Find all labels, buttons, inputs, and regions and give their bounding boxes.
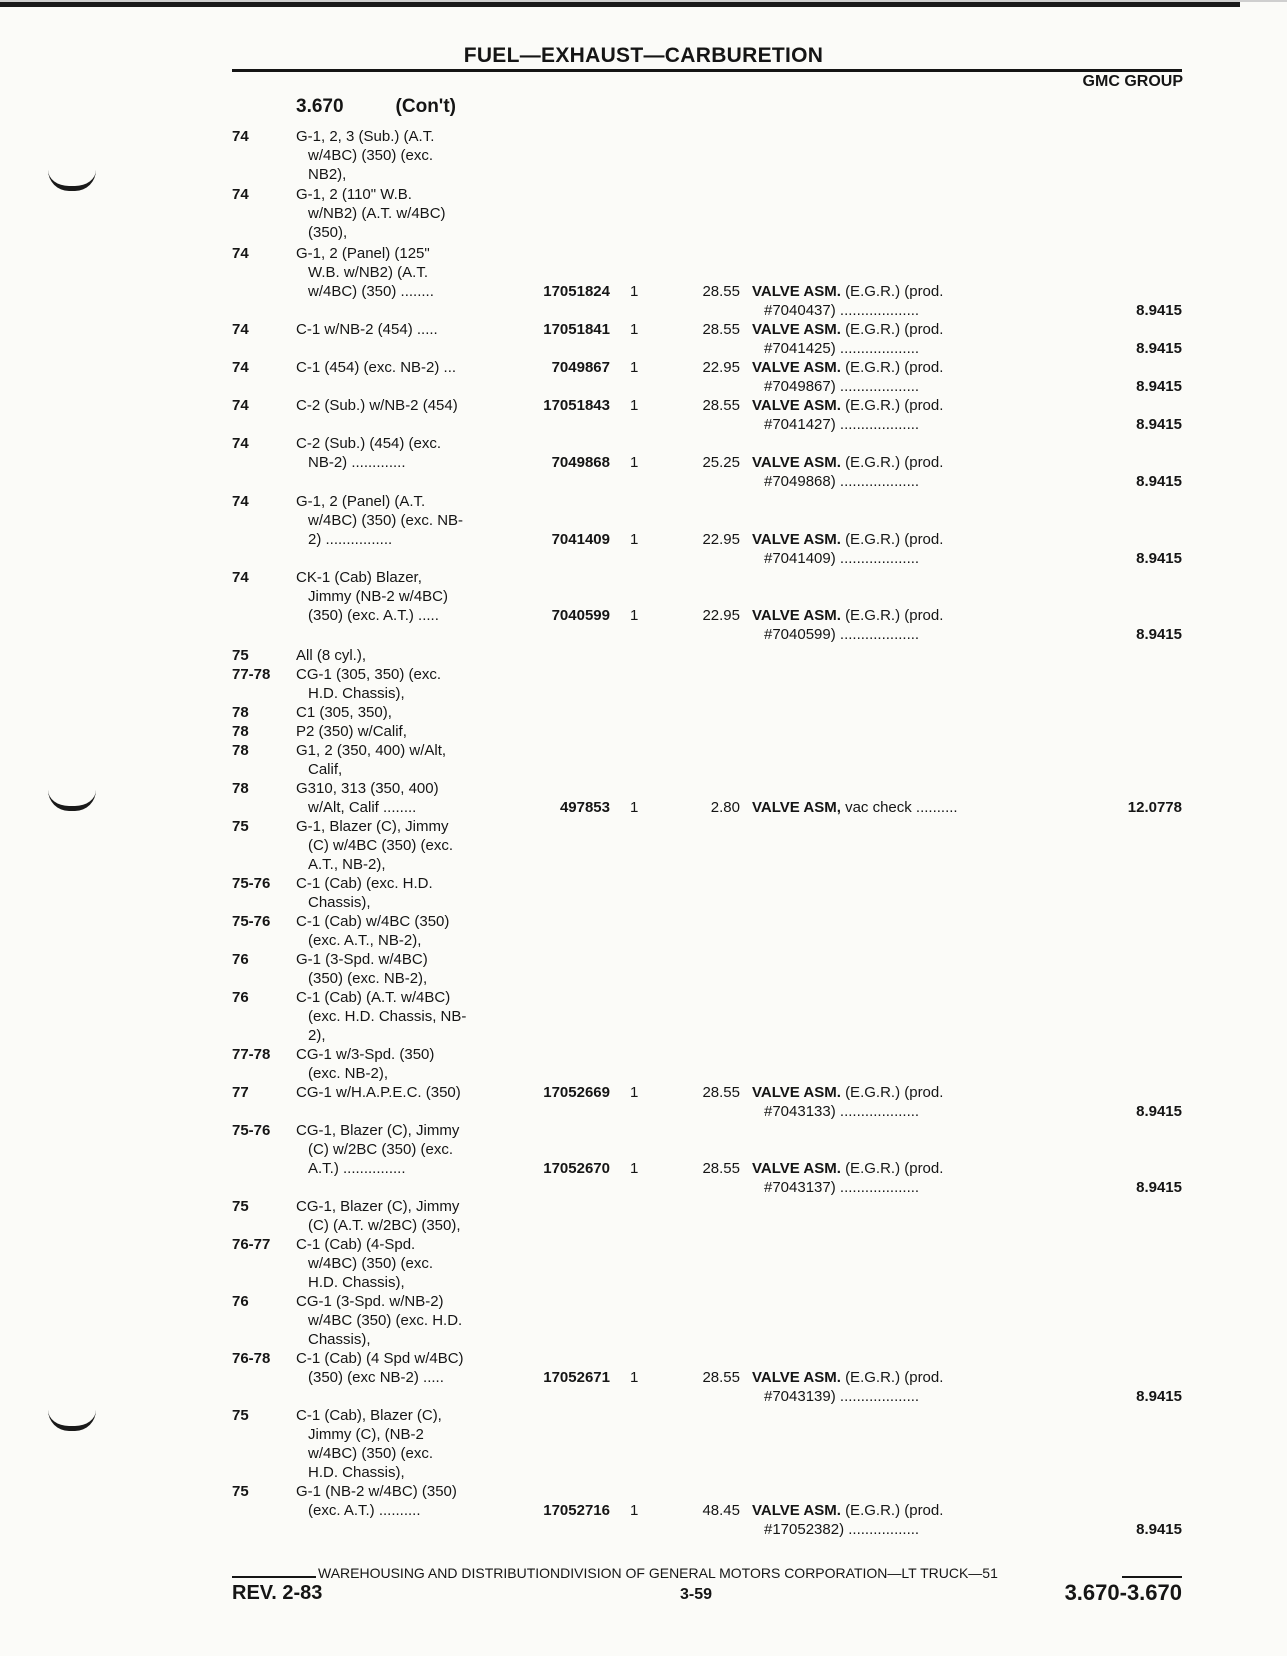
part-name: VALVE ASM. — [752, 321, 846, 338]
part-description: VALVE ASM. (E.G.R.) (prod. #7049868) ................... — [752, 453, 1072, 491]
part-name: VALVE ASM. — [752, 359, 846, 376]
group-number: 8.9415 — [1136, 340, 1182, 357]
model-year: 74 — [232, 128, 249, 145]
page-title: FUEL—EXHAUST—CARBURETION — [463, 44, 824, 67]
quantity: 1 — [630, 607, 639, 624]
application — [296, 1292, 516, 1349]
application-line: Jimmy (C), (NB-2 — [308, 1426, 424, 1443]
model-year: 77-78 — [232, 1046, 271, 1063]
application-line: Jimmy (NB-2 w/4BC) — [308, 588, 449, 605]
part-description: VALVE ASM. (E.G.R.) (prod. #7043133) ................... — [752, 1083, 1072, 1121]
application — [296, 1349, 516, 1387]
application — [296, 434, 516, 472]
application-line: All (8 cyl.), — [296, 647, 367, 664]
model-year: 78 — [232, 742, 249, 759]
model-year: 75 — [232, 647, 249, 664]
model-year: 74 — [232, 493, 249, 510]
application — [296, 185, 516, 242]
description-line: #7043139) ................... — [764, 1388, 920, 1405]
list-price: 28.55 — [702, 1160, 740, 1177]
footer-rule-left — [232, 1576, 316, 1578]
group-number: 8.9415 — [1136, 1103, 1182, 1120]
model-year: 75 — [232, 1483, 249, 1500]
part-name: VALVE ASM, — [752, 799, 846, 816]
application-line: C-1 (Cab), Blazer (C), — [296, 1407, 442, 1424]
application-line: G-1, 2 (110" W.B. — [296, 186, 412, 203]
application — [296, 912, 516, 950]
application — [296, 492, 516, 549]
application — [296, 817, 516, 874]
description-line: #7040599) ................... — [764, 626, 920, 643]
application-line: w/NB2) (A.T. w/4BC) — [308, 205, 446, 222]
quantity: 1 — [630, 359, 639, 376]
part-name: VALVE ASM. — [752, 1502, 846, 1519]
application-line: G-1, 2 (Panel) (125" — [296, 245, 430, 262]
footer-line: WAREHOUSING AND DISTRIBUTIONDIVISION OF GENERAL MOTORS CORPORATION—LT TRUCK—51 — [318, 1565, 998, 1581]
application-line: C-1 w/NB-2 (454) ..... — [296, 321, 438, 338]
footer-rule-right — [1122, 1576, 1182, 1578]
application-line: C-2 (Sub.) (454) (exc. — [296, 435, 442, 452]
application-line: w/4BC) (350) (exc. NB- — [308, 512, 464, 529]
application — [296, 1482, 516, 1520]
quantity: 1 — [630, 397, 639, 414]
application-line: W.B. w/NB2) (A.T. — [308, 264, 429, 281]
list-price: 22.95 — [702, 531, 740, 548]
part-name: VALVE ASM. — [752, 531, 846, 548]
model-year: 74 — [232, 321, 249, 338]
part-description: VALVE ASM. (E.G.R.) (prod. #7041409) ................... — [752, 530, 1072, 568]
application — [296, 665, 516, 703]
part-description: VALVE ASM. (E.G.R.) (prod. #7041425) ................... — [752, 320, 1072, 358]
application-line: A.T.) ............... — [308, 1160, 406, 1177]
application-line: CG-1, Blazer (C), Jimmy — [296, 1198, 460, 1215]
group-number: 8.9415 — [1136, 626, 1182, 643]
list-price: 48.45 — [702, 1502, 740, 1519]
model-year: 76 — [232, 951, 249, 968]
application — [296, 646, 516, 665]
application-line: (350) (exc NB-2) ..... — [308, 1369, 444, 1386]
application-line: C-2 (Sub.) w/NB-2 (454) — [296, 397, 458, 414]
application-line: C-1 (454) (exc. NB-2) ... — [296, 359, 457, 376]
part-number: 7049867 — [551, 359, 610, 376]
application — [296, 1121, 516, 1178]
application-line: (exc. H.D. Chassis, NB- — [308, 1008, 467, 1025]
application — [296, 127, 516, 184]
section-reference: 3.670-3.670 — [1064, 1580, 1182, 1605]
description-line: #7040437) ................... — [764, 302, 920, 319]
application-line: H.D. Chassis), — [308, 1464, 405, 1481]
page-number: 3-59 — [680, 1586, 713, 1603]
group-number: 8.9415 — [1136, 473, 1182, 490]
application-line: (350) (exc. NB-2), — [308, 970, 428, 987]
list-price: 28.55 — [702, 283, 740, 300]
group-number: 8.9415 — [1136, 550, 1182, 567]
application-line: w/4BC) (350) (exc. — [308, 1255, 434, 1272]
group-number: 8.9415 — [1136, 1521, 1182, 1538]
application-line: CK-1 (Cab) Blazer, — [296, 569, 422, 586]
group-number: 12.0778 — [1127, 799, 1182, 816]
model-year: 74 — [232, 245, 249, 262]
part-description: VALVE ASM. (E.G.R.) (prod. #7040599) ................... — [752, 606, 1072, 644]
part-description: VALVE ASM. (E.G.R.) (prod. #7041427) ................... — [752, 396, 1072, 434]
model-year: 76-78 — [232, 1350, 271, 1367]
description-line: #7041427) ................... — [764, 416, 920, 433]
application — [296, 568, 516, 625]
application — [296, 320, 516, 339]
description-line: #7049868) ................... — [764, 473, 920, 490]
part-number: 17052671 — [543, 1369, 610, 1386]
quantity: 1 — [630, 283, 639, 300]
revision-label: REV. 2-83 — [232, 1582, 323, 1604]
part-name: VALVE ASM. — [752, 283, 846, 300]
model-year: 77 — [232, 1084, 249, 1101]
application-line: (exc. A.T.) .......... — [308, 1502, 421, 1519]
application-line: w/4BC) (350) ........ — [308, 283, 434, 300]
group-label: GMC GROUP — [1082, 73, 1183, 90]
application-line: w/Alt, Calif ........ — [308, 799, 417, 816]
application — [296, 779, 516, 817]
list-price: 25.25 — [702, 454, 740, 471]
part-number: 7049868 — [551, 454, 610, 471]
application — [296, 722, 516, 741]
application-line: (C) (A.T. w/2BC) (350), — [308, 1217, 461, 1234]
model-year: 75-76 — [232, 875, 271, 892]
application-line: H.D. Chassis), — [308, 685, 405, 702]
application-line: Chassis), — [308, 894, 371, 911]
application-line: (C) w/2BC (350) (exc. — [308, 1141, 454, 1158]
application-line: A.T., NB-2), — [308, 856, 386, 873]
section-continued: (Con't) — [395, 96, 456, 117]
model-year: 78 — [232, 704, 249, 721]
description-line: #7043133) ................... — [764, 1103, 920, 1120]
quantity: 1 — [630, 321, 639, 338]
application — [296, 988, 516, 1045]
part-description: VALVE ASM, vac check .......... — [752, 799, 958, 816]
description-line: #17052382) ................. — [764, 1521, 920, 1538]
quantity: 1 — [630, 1160, 639, 1177]
list-price: 2.80 — [710, 799, 740, 816]
part-description: VALVE ASM. (E.G.R.) (prod. #7049867) ................... — [752, 358, 1072, 396]
model-year: 74 — [232, 435, 249, 452]
group-number: 8.9415 — [1136, 416, 1182, 433]
model-year: 74 — [232, 186, 249, 203]
application-line: P2 (350) w/Calif, — [296, 723, 407, 740]
application-line: G-1 (NB-2 w/4BC) (350) — [296, 1483, 457, 1500]
list-price: 22.95 — [702, 607, 740, 624]
application — [296, 1406, 516, 1482]
application — [296, 1197, 516, 1235]
group-number: 8.9415 — [1136, 1179, 1182, 1196]
application-line: C-1 (Cab) (4 Spd w/4BC) — [296, 1350, 464, 1367]
application — [296, 396, 516, 415]
model-year: 75 — [232, 818, 249, 835]
application — [296, 1083, 516, 1102]
application-line: Calif, — [308, 761, 343, 778]
quantity: 1 — [630, 454, 639, 471]
model-year: 74 — [232, 397, 249, 414]
model-year: 76 — [232, 989, 249, 1006]
list-price: 22.95 — [702, 359, 740, 376]
description-line: #7049867) ................... — [764, 378, 920, 395]
application-line: (350) (exc. A.T.) ..... — [308, 607, 439, 624]
application-line: C-1 (Cab) (exc. H.D. — [296, 875, 433, 892]
quantity: 1 — [630, 1502, 639, 1519]
description-line: #7041409) ................... — [764, 550, 920, 567]
application-line: G-1, 2, 3 (Sub.) (A.T. — [296, 128, 435, 145]
application-line: CG-1 (305, 350) (exc. — [296, 666, 442, 683]
application — [296, 1045, 516, 1083]
application-line: w/4BC) (350) (exc. — [308, 1445, 434, 1462]
application-line: w/4BC (350) (exc. H.D. — [308, 1312, 463, 1329]
model-year: 75-76 — [232, 913, 271, 930]
model-year: 78 — [232, 780, 249, 797]
model-year: 75-76 — [232, 1122, 271, 1139]
application — [296, 703, 516, 722]
application-line: C-1 (Cab) w/4BC (350) — [296, 913, 450, 930]
application-line: (C) w/4BC (350) (exc. — [308, 837, 454, 854]
part-number: 17052669 — [543, 1084, 610, 1101]
part-number: 17052670 — [543, 1160, 610, 1177]
application — [296, 1235, 516, 1292]
part-description: VALVE ASM. (E.G.R.) (prod. #17052382) ................. — [752, 1501, 1072, 1539]
description-line: #7043137) ................... — [764, 1179, 920, 1196]
application-line: CG-1 (3-Spd. w/NB-2) — [296, 1293, 444, 1310]
model-year: 77-78 — [232, 666, 271, 683]
application-line: G1, 2 (350, 400) w/Alt, — [296, 742, 447, 759]
application-line: CG-1, Blazer (C), Jimmy — [296, 1122, 460, 1139]
part-description: VALVE ASM. (E.G.R.) (prod. #7040437) ................... — [752, 282, 1072, 320]
model-year: 78 — [232, 723, 249, 740]
part-number: 497853 — [559, 799, 610, 816]
part-description: VALVE ASM. (E.G.R.) (prod. #7043137) ................... — [752, 1159, 1072, 1197]
list-price: 28.55 — [702, 321, 740, 338]
part-name: VALVE ASM. — [752, 1369, 846, 1386]
model-year: 76-77 — [232, 1236, 271, 1253]
model-year: 75 — [232, 1407, 249, 1424]
application-line: G-1, Blazer (C), Jimmy — [296, 818, 449, 835]
part-name: VALVE ASM. — [752, 1084, 846, 1101]
part-name: VALVE ASM. — [752, 607, 846, 624]
application-line: G310, 313 (350, 400) — [296, 780, 439, 797]
application-line: CG-1 w/3-Spd. (350) — [296, 1046, 435, 1063]
quantity: 1 — [630, 1084, 639, 1101]
model-year: 74 — [232, 569, 249, 586]
application-line: 2), — [308, 1027, 326, 1044]
part-number: 7040599 — [551, 607, 610, 624]
group-number: 8.9415 — [1136, 1388, 1182, 1405]
part-name: VALVE ASM. — [752, 397, 846, 414]
application-line: G-1 (3-Spd. w/4BC) — [296, 951, 428, 968]
description-line: #7041425) ................... — [764, 340, 920, 357]
application-line: 2) ................ — [308, 531, 393, 548]
application-line: w/4BC) (350) (exc. — [308, 147, 434, 164]
model-year: 74 — [232, 359, 249, 376]
part-number: 17052716 — [543, 1502, 610, 1519]
part-description: VALVE ASM. (E.G.R.) (prod. #7043139) ................... — [752, 1368, 1072, 1406]
application-line: NB2), — [308, 166, 347, 183]
application-line: H.D. Chassis), — [308, 1274, 405, 1291]
quantity: 1 — [630, 531, 639, 548]
application-line: G-1, 2 (Panel) (A.T. — [296, 493, 426, 510]
application-line: (exc. NB-2), — [308, 1065, 389, 1082]
application-line: NB-2) ............. — [308, 454, 406, 471]
application-line: C-1 (Cab) (4-Spd. — [296, 1236, 416, 1253]
group-number: 8.9415 — [1136, 302, 1182, 319]
quantity: 1 — [630, 1369, 639, 1386]
group-number: 8.9415 — [1136, 378, 1182, 395]
list-price: 28.55 — [702, 1084, 740, 1101]
application — [296, 950, 516, 988]
section-number: 3.670 — [296, 96, 344, 117]
part-number: 17051843 — [543, 397, 610, 414]
application — [296, 741, 516, 779]
application — [296, 244, 516, 301]
list-price: 28.55 — [702, 397, 740, 414]
application-line: C1 (305, 350), — [296, 704, 392, 721]
part-number: 7041409 — [551, 531, 610, 548]
application-line: C-1 (Cab) (A.T. w/4BC) — [296, 989, 451, 1006]
list-price: 28.55 — [702, 1369, 740, 1386]
application-line: CG-1 w/H.A.P.E.C. (350) — [296, 1084, 461, 1101]
application-line: (350), — [308, 224, 348, 241]
part-name: VALVE ASM. — [752, 1160, 846, 1177]
part-name: VALVE ASM. — [752, 454, 846, 471]
application-line: (exc. A.T., NB-2), — [308, 932, 422, 949]
model-year: 75 — [232, 1198, 249, 1215]
model-year: 76 — [232, 1293, 249, 1310]
quantity: 1 — [630, 799, 639, 816]
part-number: 17051841 — [543, 321, 610, 338]
application — [296, 874, 516, 912]
application — [296, 358, 516, 377]
application-line: Chassis), — [308, 1331, 371, 1348]
part-number: 17051824 — [543, 283, 610, 300]
